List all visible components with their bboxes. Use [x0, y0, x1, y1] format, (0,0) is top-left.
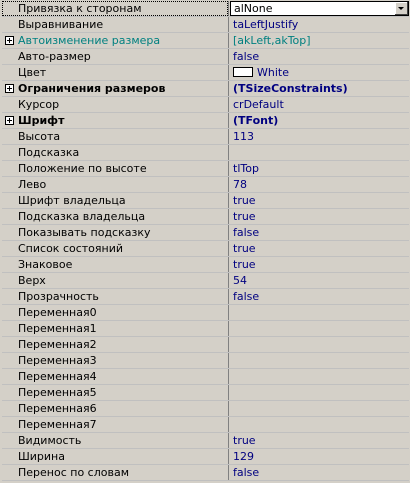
property-name: Выравнивание [18, 18, 104, 31]
property-row-signed[interactable] [2, 257, 409, 273]
property-row-hint[interactable] [2, 145, 409, 161]
property-name: Подсказка [18, 146, 80, 159]
property-name: Привязка к сторонам [18, 2, 142, 15]
property-name-cell[interactable] [2, 145, 229, 160]
property-name-cell[interactable] [2, 305, 229, 320]
property-row-showhint[interactable] [2, 225, 409, 241]
property-value-cell[interactable] [230, 161, 409, 176]
property-row-autoresize[interactable] [2, 33, 409, 49]
property-value-cell[interactable] [230, 337, 409, 352]
property-name: Перенос по словам [18, 466, 130, 479]
property-name-cell[interactable] [2, 1, 229, 16]
property-name: Видимость [18, 434, 82, 447]
property-value: false [233, 226, 260, 239]
property-row-visible[interactable] [2, 433, 409, 449]
property-name-cell[interactable] [2, 401, 229, 416]
property-value: true [233, 210, 256, 223]
property-row-cursor[interactable] [2, 97, 409, 113]
plus-box-icon[interactable] [5, 36, 14, 45]
property-row-anchors[interactable] [2, 1, 409, 17]
property-name: Переменная7 [18, 418, 97, 431]
property-name-cell[interactable] [2, 465, 229, 480]
property-value: 54 [233, 274, 247, 287]
property-row-constraints[interactable] [2, 81, 409, 97]
property-row-transparent[interactable] [2, 289, 409, 305]
property-row-variable0[interactable] [2, 305, 409, 321]
property-value: taLeftJustify [233, 18, 299, 31]
property-name-cell[interactable] [2, 33, 229, 48]
property-name: Переменная5 [18, 386, 97, 399]
property-name-cell[interactable] [2, 97, 229, 112]
property-row-variable2[interactable] [2, 337, 409, 353]
property-name: Переменная2 [18, 338, 97, 351]
property-value-cell[interactable] [230, 65, 409, 80]
property-value-cell[interactable] [230, 97, 409, 112]
property-name: Цвет [18, 66, 47, 79]
property-name: Переменная4 [18, 370, 97, 383]
property-value-cell[interactable] [230, 49, 409, 64]
property-value-cell[interactable] [230, 417, 409, 432]
property-name: Ширина [18, 450, 65, 463]
property-value-cell[interactable] [230, 81, 409, 96]
property-value-cell[interactable] [230, 241, 409, 256]
property-value: true [233, 258, 256, 271]
property-row-variable6[interactable] [2, 401, 409, 417]
property-value: true [233, 194, 256, 207]
property-value-cell[interactable] [230, 353, 409, 368]
plus-box-icon[interactable] [5, 84, 14, 93]
property-value: true [233, 434, 256, 447]
property-value-cell[interactable] [230, 449, 409, 464]
property-name-cell[interactable] [2, 113, 229, 128]
property-name-cell[interactable] [2, 129, 229, 144]
chevron-down-icon[interactable] [394, 2, 408, 15]
property-row-left[interactable] [2, 177, 409, 193]
property-name: Показывать подсказку [18, 226, 151, 239]
property-grid [2, 1, 409, 481]
property-row-layout[interactable] [2, 161, 409, 177]
property-value-editor[interactable] [230, 1, 409, 16]
property-name: Список состояний [18, 242, 124, 255]
property-value-cell[interactable] [230, 305, 409, 320]
property-row-height[interactable] [2, 129, 409, 145]
property-value-cell[interactable] [230, 465, 409, 480]
property-name-cell[interactable] [2, 257, 229, 272]
property-value: (TFont) [233, 114, 279, 127]
property-row-width[interactable] [2, 449, 409, 465]
property-name-cell[interactable] [2, 433, 229, 448]
property-name-cell[interactable] [2, 273, 229, 288]
property-name: Авто-размер [18, 50, 91, 63]
property-row-variable7[interactable] [2, 417, 409, 433]
property-row-statelist[interactable] [2, 241, 409, 257]
property-name: Высота [18, 130, 61, 143]
property-row-variable1[interactable] [2, 321, 409, 337]
property-name-cell[interactable] [2, 225, 229, 240]
property-value-cell[interactable] [230, 369, 409, 384]
property-name-cell[interactable] [2, 337, 229, 352]
property-value: crDefault [233, 98, 284, 111]
property-row-variable3[interactable] [2, 353, 409, 369]
property-name-cell[interactable] [2, 385, 229, 400]
property-value-cell[interactable] [230, 113, 409, 128]
property-name: Верх [18, 274, 46, 287]
property-row-alignment[interactable] [2, 17, 409, 33]
property-value[interactable]: alNone [234, 2, 273, 15]
property-name-cell[interactable] [2, 353, 229, 368]
property-name-cell[interactable] [2, 81, 229, 96]
property-value-cell[interactable] [230, 273, 409, 288]
property-value: 78 [233, 178, 247, 191]
property-name: Положение по высоте [18, 162, 147, 175]
property-name-cell[interactable] [2, 65, 229, 80]
property-value-cell[interactable] [230, 401, 409, 416]
property-name-cell[interactable] [2, 369, 229, 384]
property-row-variable4[interactable] [2, 369, 409, 385]
property-value-cell[interactable] [230, 209, 409, 224]
property-value-cell[interactable] [230, 145, 409, 160]
property-row-parentshowhint[interactable] [2, 209, 409, 225]
property-value: false [233, 290, 260, 303]
property-name-cell[interactable] [2, 177, 229, 192]
property-name-cell[interactable] [2, 193, 229, 208]
property-value: (TSizeConstraints) [233, 82, 348, 95]
property-value: 129 [233, 450, 254, 463]
property-name-cell[interactable] [2, 241, 229, 256]
property-value-cell[interactable] [230, 433, 409, 448]
property-name: Переменная0 [18, 306, 97, 319]
color-swatch [233, 67, 253, 77]
property-name-cell[interactable] [2, 321, 229, 336]
property-row-top[interactable] [2, 273, 409, 289]
property-name: Знаковое [18, 258, 73, 271]
property-row-variable5[interactable] [2, 385, 409, 401]
property-value-cell[interactable] [230, 193, 409, 208]
property-name-cell[interactable] [2, 449, 229, 464]
property-name: Ограничения размеров [18, 82, 166, 95]
property-value: true [233, 242, 256, 255]
property-value: [akLeft,akTop] [233, 34, 311, 47]
property-name-cell[interactable] [2, 289, 229, 304]
property-name: Переменная3 [18, 354, 97, 367]
property-value-cell[interactable] [230, 129, 409, 144]
property-name-cell[interactable] [2, 17, 229, 32]
property-name: Переменная1 [18, 322, 97, 335]
property-value: tlTop [233, 162, 259, 175]
property-value: false [233, 50, 260, 63]
property-name: Шрифт [18, 114, 65, 127]
property-value-cell[interactable] [230, 33, 409, 48]
property-name: Подсказка владельца [18, 210, 146, 223]
property-name-cell[interactable] [2, 49, 229, 64]
property-name: Автоизменение размера [18, 34, 161, 47]
property-value-cell[interactable] [230, 257, 409, 272]
property-name-cell[interactable] [2, 417, 229, 432]
property-value: false [233, 466, 260, 479]
property-value: 113 [233, 130, 254, 143]
property-row-autosize[interactable] [2, 49, 409, 65]
property-name: Шрифт владельца [18, 194, 126, 207]
property-row-wordwrap[interactable] [2, 465, 409, 481]
property-row-font[interactable] [2, 113, 409, 129]
property-name-cell[interactable] [2, 209, 229, 224]
property-value-cell[interactable] [230, 321, 409, 336]
property-name-cell[interactable] [2, 161, 229, 176]
property-name: Прозрачность [18, 290, 99, 303]
property-value: White [257, 66, 289, 79]
property-row-color[interactable] [2, 65, 409, 81]
plus-box-icon[interactable] [5, 116, 14, 125]
property-value-cell[interactable] [230, 17, 409, 32]
property-value-cell[interactable] [230, 225, 409, 240]
property-value-cell[interactable] [230, 289, 409, 304]
property-name: Курсор [18, 98, 60, 111]
property-name: Переменная6 [18, 402, 97, 415]
property-value-cell[interactable] [230, 385, 409, 400]
property-name: Лево [18, 178, 47, 191]
property-row-parentfont[interactable] [2, 193, 409, 209]
property-value-cell[interactable] [230, 177, 409, 192]
